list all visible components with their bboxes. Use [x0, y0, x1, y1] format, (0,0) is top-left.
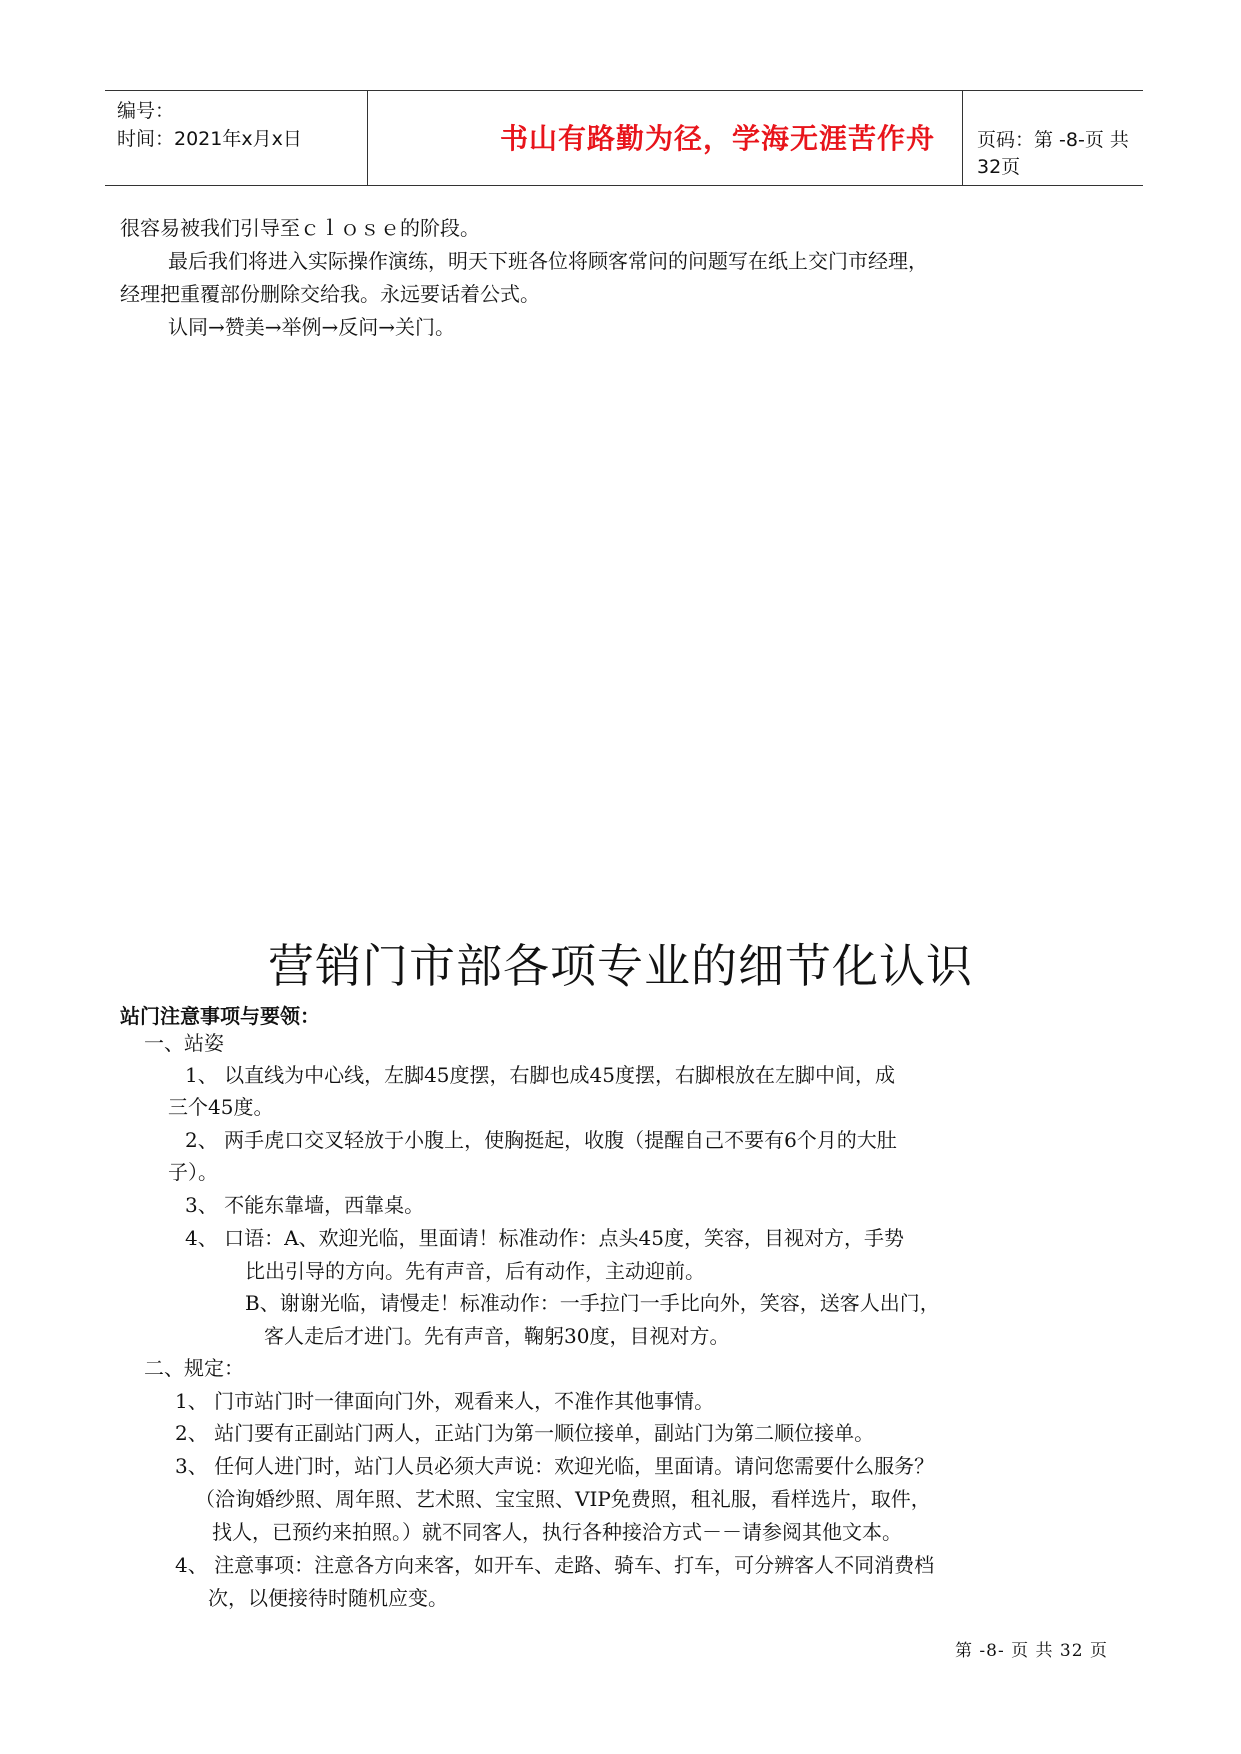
list-item-cont: 三个45度。 — [168, 1095, 274, 1119]
formula-line: 认同→赞美→举例→反问→关门。 — [168, 315, 456, 339]
number-label: 编号： — [117, 100, 175, 122]
paragraph-line: 很容易被我们引导至ｃｌｏｓｅ的阶段。 — [120, 216, 480, 240]
header-meta — [117, 97, 302, 153]
list-item: 2、 两手虎口交叉轻放于小腹上，使胸挺起，收腹（提醒自己不要有6个月的大肚 — [185, 1128, 897, 1152]
list-item: 1、 门市站门时一律面向门外，观看来人，不准作其他事情。 — [175, 1389, 715, 1413]
list-item-cont: （洽询婚纱照、周年照、艺术照、宝宝照、VIP免费照，租礼服，看样选片，取件， — [195, 1487, 931, 1511]
list-item-cont: 次，以便接待时随机应变。 — [208, 1586, 448, 1610]
list-item: 1、 以直线为中心线，左脚45度摆，右脚也成45度摆，右脚根放在左脚中间，成 — [185, 1063, 895, 1087]
page-title: 营销门市部各项专业的细节化认识 — [268, 939, 973, 993]
header-motto: 书山有路勤为径，学海无涯苦作舟 — [499, 122, 935, 155]
header-divider — [367, 91, 368, 185]
paragraph-line: 经理把重覆部份删除交给我。永远要话着公式。 — [120, 282, 540, 306]
part-heading: 一、站姿 — [144, 1031, 224, 1055]
list-item-cont: 客人走后才进门。先有声音，鞠躬30度，目视对方。 — [264, 1324, 730, 1348]
header-page-label: 页码：第 -8-页 共32页 — [977, 129, 1129, 178]
list-item-cont: 比出引导的方向。先有声音，后有动作，主动迎前。 — [245, 1259, 705, 1283]
list-item: 3、 不能东靠墙，西靠桌。 — [185, 1193, 425, 1217]
list-item: 3、 任何人进门时，站门人员必须大声说：欢迎光临，里面请。请问您需要什么服务？ — [175, 1454, 935, 1478]
page-footer: 第 -8- 页 共 32 页 — [955, 1641, 1108, 1661]
list-item: 4、 口语：A、欢迎光临，里面请！标准动作：点头45度，笑容，目视对方，手势 — [185, 1226, 904, 1250]
list-item: 4、 注意事项：注意各方向来客，如开车、走路、骑车、打车，可分辨客人不同消费档 — [175, 1553, 935, 1577]
page-header — [105, 90, 1143, 186]
list-item-cont: 子）。 — [168, 1160, 218, 1184]
section-title: 站门注意事项与要领： — [120, 1004, 320, 1028]
part-heading: 二、规定： — [144, 1356, 244, 1380]
list-item-cont: 找人，已预约来拍照。）就不同客人，执行各种接洽方式－－请参阅其他文本。 — [212, 1520, 902, 1544]
list-item: 2、 站门要有正副站门两人，正站门为第一顺位接单，副站门为第二顺位接单。 — [175, 1421, 875, 1445]
header-divider — [962, 91, 963, 185]
list-item-sub: B、谢谢光临，请慢走！标准动作：一手拉门一手比向外，笑容，送客人出门， — [245, 1291, 940, 1315]
time-label: 时间：2021年x月x日 — [117, 128, 302, 150]
paragraph-line: 最后我们将进入实际操作演练，明天下班各位将顾客常问的问题写在纸上交门市经理， — [168, 249, 928, 273]
